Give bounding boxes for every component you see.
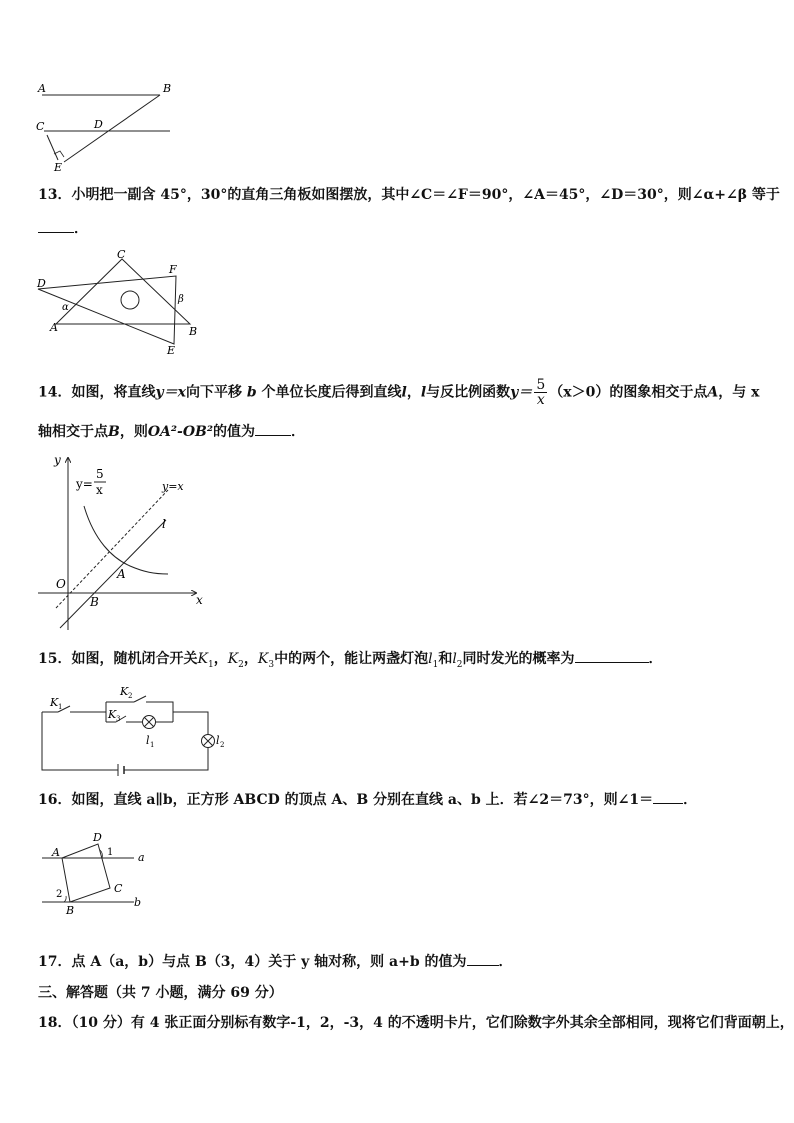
K1-sub: 1 [58, 703, 63, 711]
q15-sep2: ， [243, 651, 258, 667]
label-D: D [94, 118, 103, 131]
line-a-label: a [138, 851, 145, 864]
q15-sep1: ， [213, 651, 228, 667]
label-A: A [38, 82, 46, 95]
figure-q14-graph [34, 450, 214, 635]
curve-label-den: x [96, 483, 103, 497]
q14-A: A [707, 384, 719, 401]
q14-tail: ． [291, 424, 306, 440]
q15-k1: K [197, 651, 208, 667]
label-D: D [93, 831, 102, 844]
K1-label: K [50, 696, 59, 709]
q15-la: l [428, 651, 433, 667]
label-B: B [189, 325, 198, 338]
label-A: A [52, 846, 60, 859]
q15-k2: K [227, 651, 239, 667]
question-18 [38, 1013, 794, 1033]
q14-eq1: y＝x [155, 384, 186, 401]
l1-sub: 1 [150, 741, 155, 749]
figure-q12 [30, 78, 180, 178]
q14-line2-a: 轴相交于点 [38, 424, 108, 440]
line-l-label: l [162, 517, 166, 531]
y-axis-label: y [54, 453, 61, 467]
l2-label: l [216, 734, 220, 747]
q15-k3: K [257, 651, 269, 667]
question-18-number: 18． [38, 1015, 72, 1031]
q15-tail: ． [648, 651, 663, 667]
point-A-label: A [117, 567, 126, 581]
answer-blank-17[interactable] [467, 951, 499, 966]
angle-2-label: 2 [56, 889, 63, 900]
q14-expr: OA²-OB² [147, 424, 214, 440]
question-13-number: 13． [38, 187, 72, 203]
q14-text-a: 如图，将直线 [71, 384, 156, 401]
q15-lb-sub: 2 [456, 659, 463, 670]
label-C: C [36, 120, 45, 133]
q14-y: y＝ [510, 384, 533, 401]
question-13-answer-line [38, 218, 88, 239]
q16-tail: ． [683, 792, 698, 808]
answer-blank-15[interactable] [575, 648, 649, 663]
question-14-number: 14． [38, 384, 72, 401]
q14-cond: （x＞0） [549, 384, 610, 401]
question-16-text: 如图，直线 a∥b，正方形 ABCD 的顶点 A、B 分别在直线 a、b 上．若∠2＝73°，则∠1＝ [71, 792, 654, 808]
point-B-label: B [90, 595, 99, 609]
label-B: B [163, 82, 172, 95]
l2-sub: 2 [220, 741, 225, 749]
label-F: F [169, 263, 177, 276]
l1-label: l [146, 734, 150, 747]
label-C: C [114, 882, 123, 895]
q14-l2: l [420, 384, 427, 401]
q15-text-d: 同时发光的概率为 [462, 651, 575, 667]
q15-text-a: 如图，随机闭合开关 [71, 651, 198, 667]
question-16-number: 16． [38, 792, 72, 808]
question-13 [38, 185, 780, 205]
question-14-line2 [38, 421, 305, 442]
label-C: C [117, 248, 126, 261]
q15-k3-sub: 3 [268, 659, 275, 670]
answer-blank-14[interactable] [255, 421, 291, 436]
question-17-number: 17． [38, 954, 72, 970]
label-beta: β [178, 294, 184, 305]
q15-lb: l [452, 651, 457, 667]
q14-B: B [108, 424, 120, 440]
label-E: E [54, 161, 63, 174]
curve-label-y: y= [76, 477, 93, 491]
q14-line2-b: ，则 [119, 424, 148, 440]
frac-den: x [536, 392, 545, 408]
K2-label: K [120, 685, 129, 698]
K3-sub: 3 [116, 715, 121, 723]
q15-text-c: 和 [438, 651, 453, 667]
q14-l: l [401, 384, 407, 401]
q14-b: b [246, 384, 257, 401]
q15-la-sub: 1 [432, 659, 439, 670]
figure-q15-circuit [36, 682, 226, 777]
label-alpha: α [62, 302, 69, 313]
q15-k2-sub: 2 [238, 659, 244, 670]
question-15-number: 15． [38, 651, 72, 667]
answer-blank-16[interactable] [653, 789, 683, 804]
question-13-tail: ． [74, 221, 88, 237]
label-D: D [37, 277, 46, 290]
q14-text-d: ， [406, 384, 421, 401]
origin-label: O [56, 577, 66, 591]
q15-k1-sub: 1 [207, 659, 214, 670]
question-16 [38, 789, 697, 810]
figure-q13 [30, 244, 210, 362]
section-3-heading: 三、解答题（共 7 小题，满分 69 分） [38, 985, 283, 1001]
q14-line2-c: 的值为 [213, 424, 256, 440]
x-axis-label: x [196, 593, 203, 607]
K2-sub: 2 [128, 692, 133, 700]
label-B: B [66, 904, 75, 917]
question-13-text: 小明把一副含 45°，30°的直角三角板如图摆放，其中∠C＝∠F＝90°，∠A＝45°，∠D＝30°，则∠α+∠β 等于 [71, 187, 780, 203]
q17-tail: ． [498, 954, 513, 970]
figure-q16 [38, 828, 158, 920]
q14-text-f: 的图象相交于点 [609, 384, 708, 401]
line-b-label: b [134, 896, 142, 909]
q14-text-e: 与反比例函数 [426, 384, 511, 401]
question-17-text: 点 A（a，b）与点 B（3，4）关于 y 轴对称，则 a+b 的值为 [71, 954, 467, 970]
q14-text-c: 个单位长度后得到直线 [261, 384, 402, 401]
answer-blank-13[interactable] [38, 218, 74, 233]
K3-label: K [108, 708, 117, 721]
label-A: A [50, 321, 58, 334]
label-E: E [167, 344, 176, 357]
question-17 [38, 951, 513, 972]
q14-text-b: 向下平移 [185, 384, 242, 401]
angle-1-label: 1 [107, 847, 114, 858]
question-15 [38, 648, 663, 675]
frac-num: 5 [536, 377, 546, 393]
question-14 [38, 378, 759, 407]
question-18-text: （10 分）有 4 张正面分别标有数字-1，2，-3，4 的不透明卡片，它们除数字外其余全部相同，现将它们背面朝上， [71, 1015, 794, 1031]
line-yx-label: y=x [162, 480, 184, 493]
q15-text-b: 中的两个，能让两盏灯泡 [274, 651, 429, 667]
curve-label-num: 5 [96, 467, 104, 481]
fraction-5-over-x [534, 378, 547, 407]
q14-text-g: ，与 x [718, 384, 760, 401]
